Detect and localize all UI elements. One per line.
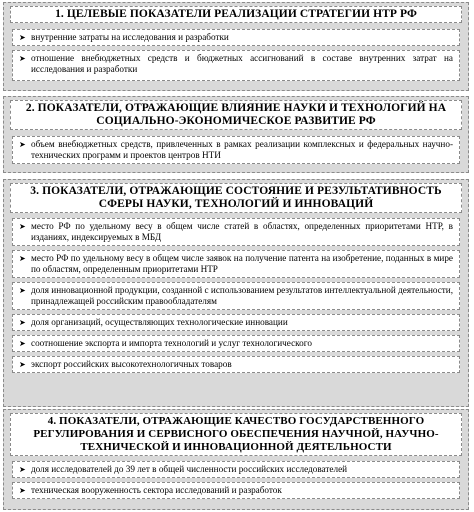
section-4-item-2 — [12, 482, 460, 499]
item-text: экспорт российских высокотехнологичных товаров — [31, 359, 232, 369]
arrow-icon: ➤ — [19, 486, 26, 495]
item-text: место РФ по удельному весу в общем числе заявок на получение патента на изобретение, поданных в мире по областям, определенным приоритетами НТР — [31, 253, 453, 274]
item-text: отношение внебюджетных средств и бюджетных ассигнований в составе внутренних затрат на исследования и разработки — [31, 53, 453, 74]
item-text: объем внебюджетных средств, привлеченных в рамках реализации комплексных и федеральных научно-технических программ и проектов центров НТИ — [31, 139, 453, 160]
section-1-item-2 — [12, 50, 460, 81]
section-1-item-1 — [12, 29, 460, 46]
arrow-icon: ➤ — [19, 54, 26, 63]
item-text: внутренние затраты на исследования и разработки — [31, 32, 229, 42]
section-3 — [3, 179, 469, 407]
item-text: техническая вооруженность сектора исследований и разработок — [31, 485, 282, 495]
section-4-item-1 — [12, 461, 460, 478]
section-2-item-1 — [12, 136, 460, 164]
arrow-icon: ➤ — [19, 339, 26, 348]
item-text: доля инновационной продукции, созданной с использованием результатов интеллектуальной деятельности, принадлежащей российским правообладателям — [31, 285, 453, 306]
section-2 — [3, 96, 469, 173]
arrow-icon: ➤ — [19, 286, 26, 295]
section-2-title: 2. ПОКАЗАТЕЛИ, ОТРАЖАЮЩИЕ ВЛИЯНИЕ НАУКИ И ТЕХНОЛОГИЙ НА СОЦИАЛЬНО-ЭКОНОМИЧЕСКОЕ РАЗВИТИЕ РФ — [10, 100, 462, 130]
section-1 — [3, 2, 469, 91]
arrow-icon: ➤ — [19, 318, 26, 327]
section-3-item-1 — [12, 218, 460, 246]
section-3-title: 3. ПОКАЗАТЕЛИ, ОТРАЖАЮЩИЕ СОСТОЯНИЕ И РЕЗУЛЬТАТИВНОСТЬ СФЕРЫ НАУКИ, ТЕХНОЛОГИЙ И ИННОВАЦИЙ — [10, 183, 462, 213]
section-3-item-4 — [12, 314, 460, 331]
item-text: место РФ по удельному весу в общем числе статей в областях, определенных приоритетами НТР, в изданиях, индексируемых в МБД — [31, 221, 453, 242]
section-3-item-3 — [12, 282, 460, 310]
arrow-icon: ➤ — [19, 254, 26, 263]
section-4 — [3, 409, 469, 510]
section-4-title: 4. ПОКАЗАТЕЛИ, ОТРАЖАЮЩИЕ КАЧЕСТВО ГОСУДАРСТВЕННОГО РЕГУЛИРОВАНИЯ И СЕРВИСНОГО ОБЕСПЕЧЕНИЯ НАУЧНОЙ, НАУЧНО-ТЕХНИЧЕСКОЙ И ИННОВАЦИОННОЙ ДЕЯТЕЛЬНОСТИ — [10, 413, 462, 456]
section-3-item-6 — [12, 356, 460, 373]
arrow-icon: ➤ — [19, 140, 26, 149]
section-3-item-2 — [12, 250, 460, 278]
arrow-icon: ➤ — [19, 33, 26, 42]
item-text: доля исследователей до 39 лет в общей численности российских исследователей — [31, 464, 348, 474]
section-3-item-5 — [12, 335, 460, 352]
arrow-icon: ➤ — [19, 360, 26, 369]
arrow-icon: ➤ — [19, 222, 26, 231]
section-1-title: 1. ЦЕЛЕВЫЕ ПОКАЗАТЕЛИ РЕАЛИЗАЦИИ СТРАТЕГИИ НТР РФ — [10, 6, 462, 23]
arrow-icon: ➤ — [19, 465, 26, 474]
item-text: соотношение экспорта и импорта технологий и услуг технологического — [31, 338, 312, 348]
item-text: доля организаций, осуществляющих технологические инновации — [31, 317, 288, 327]
